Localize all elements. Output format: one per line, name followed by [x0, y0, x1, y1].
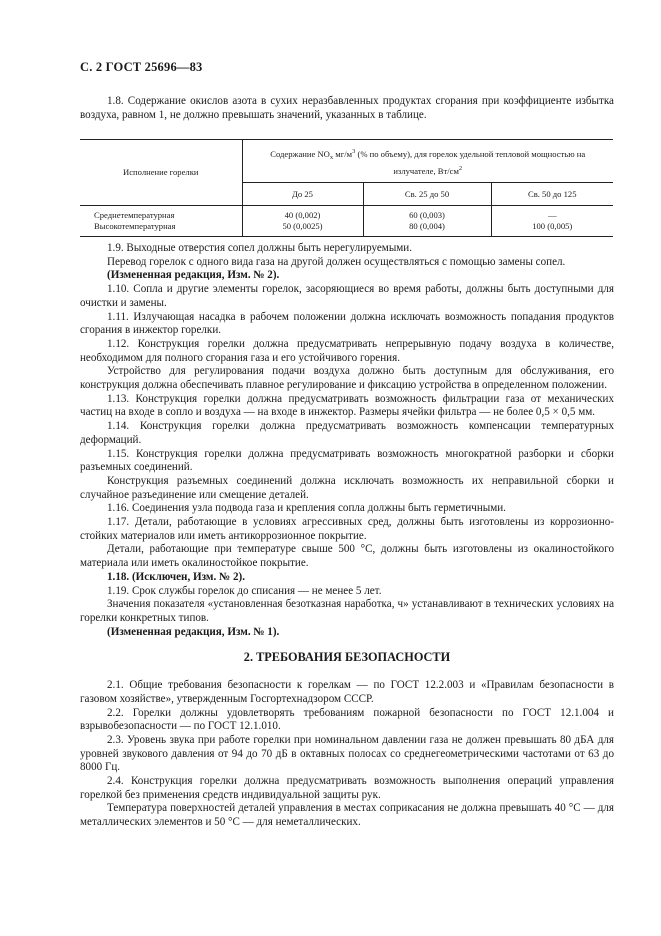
paragraph: (Измененная редакция, Изм. № 2). [107, 269, 280, 282]
paragraph: 2.1. Общие требования безопасности к горелкам — по ГОСТ 12.2.003 и «Правилам безопасности в газовом хозяйстве», утвержденным Госгортехнадзором СССР. [80, 679, 614, 705]
paragraph: Детали, работающие при температуре свыше 500 °С, должны быть изготовлены из окалиностойкого материала или иметь окалиностойкое покрытие. [80, 543, 614, 570]
paragraph: 1.17. Детали, работающие в условиях агрессивных сред, должны быть изготовлены из коррозионно-стойких материалов или иметь антикоррозионное покрытие. [80, 516, 614, 542]
paragraph: 1.12. Конструкция горелки должна предусматривать непрерывную подачу воздуха в количестве, необходимом для полного сгорания газа и его устойчивого горения. [80, 337, 614, 364]
paragraph: 1.18. (Исключен, Изм. № 2). [107, 570, 245, 583]
paragraphs-section-1 [80, 242, 614, 639]
sub-header: Св. 50 до 125 [491, 183, 613, 206]
table-cell: 60 (0,003) [363, 206, 491, 222]
paragraph: 2.2. Горелки должны удовлетворять требованиям пожарной безопасности по ГОСТ 12.1.004 и взрывобезопасности — по ГОСТ 12.1.010. [80, 706, 614, 733]
section-title: 2. ТРЕБОВАНИЯ БЕЗОПАСНОСТИ [243, 650, 451, 665]
body-text [80, 242, 614, 830]
paragraph: 2.3. Уровень звука при работе горелки при номинальном давлении газа не должен превышать 80 дБА для уровней звукового давления от 94 до 70 дБ в октавных полосах со среднегеометрическими частотами от 63 до 8000 Гц. [80, 733, 614, 774]
paragraph: 2.4. Конструкция горелки должна предусматривать возможность выполнения операций управления горелкой без применения средств индивидуальной защиты рук. [80, 775, 614, 801]
paragraph: 1.16. Соединения узла подвода газа и крепления сопла должны быть герметичными. [107, 502, 506, 515]
paragraph: Значения показателя «установленная безотказная наработка, ч» устанавливают в технических условиях на горелки конкретных типов. [80, 598, 614, 624]
row-name: Высокотемпературная [94, 221, 176, 231]
paragraph-1-8: 1.8. Содержание окислов азота в сухих неразбавленных продуктах сгорания при коэффициенте избытка воздуха, равном 1, не должно превышать значений, указанных в таблице. [80, 95, 614, 121]
paragraph: (Измененная редакция, Изм. № 1). [107, 625, 280, 638]
paragraph: 1.10. Сопла и другие элементы горелок, засоряющиеся во время работы, должны быть доступными для очистки и замены. [80, 283, 614, 309]
paragraph: Перевод горелок с одного вида газа на другой должен осуществляться с помощью замены сопел. [107, 255, 566, 268]
sub-header: Св. 25 до 50 [363, 183, 491, 206]
col-header-content: Содержание $NO_x$ $мг/м^3$ (% по объему), для горелок удельной тепловой мощностью на излучателе, $Вт/см^2$ [242, 140, 613, 183]
row-name: Среднетемпературная [94, 210, 175, 220]
table-cell: 100 (0,005) [491, 221, 613, 237]
paragraph: Устройство для регулирования подачи воздуха должно быть доступным для обслуживания, его конструкция должна обеспечивать плавное регулирование и фиксацию устройства в определенном положении. [80, 365, 614, 392]
paragraphs-section-2 [80, 679, 614, 830]
intro-text [80, 95, 614, 122]
table-cell: 80 (0,004) [363, 221, 491, 237]
col-header-execution: Исполнение горелки [80, 140, 242, 206]
paragraph: 1.19. Срок службы горелок до списания — не менее 5 лет. [107, 584, 382, 597]
table-cell: 50 (0,0025) [242, 221, 363, 237]
paragraph: Конструкция разъемных соединений должна исключать возможность их неправильной сборки и случайное разъединение или смещение деталей. [80, 474, 614, 501]
nox-table [80, 139, 613, 237]
paragraph: Температура поверхностей деталей управления в местах соприкасания не должна превышать 40 °С — для металлических элементов и 50 °С — для неметаллических. [80, 802, 614, 829]
paragraph: 1.14. Конструкция горелки должна предусматривать возможность компенсации температурных деформаций. [80, 420, 614, 446]
table-cell: 40 (0,002) [242, 206, 363, 222]
paragraph: 1.9. Выходные отверстия сопел должны быть нерегулируемыми. [107, 242, 413, 254]
table-cell: — [491, 206, 613, 222]
paragraph: 1.13. Конструкция горелки должна предусматривать возможность фильтрации газа от механических частиц на входе в сопло и воздуха — на входе в инжектор. Размеры ячейки фильтра — не более 0,5 × 0,5 мм. [80, 392, 614, 419]
page-header: С. 2 ГОСТ 25696—83 [80, 60, 203, 74]
sub-header: До 25 [242, 183, 363, 206]
paragraph: 1.11. Излучающая насадка в рабочем положении должна исключать возможность попадания продуктов сгорания в инжектор горелки. [80, 310, 614, 337]
paragraph: 1.15. Конструкция горелки должна предусматривать возможность многократной разборки и сборки разъемных соединений. [80, 447, 614, 474]
